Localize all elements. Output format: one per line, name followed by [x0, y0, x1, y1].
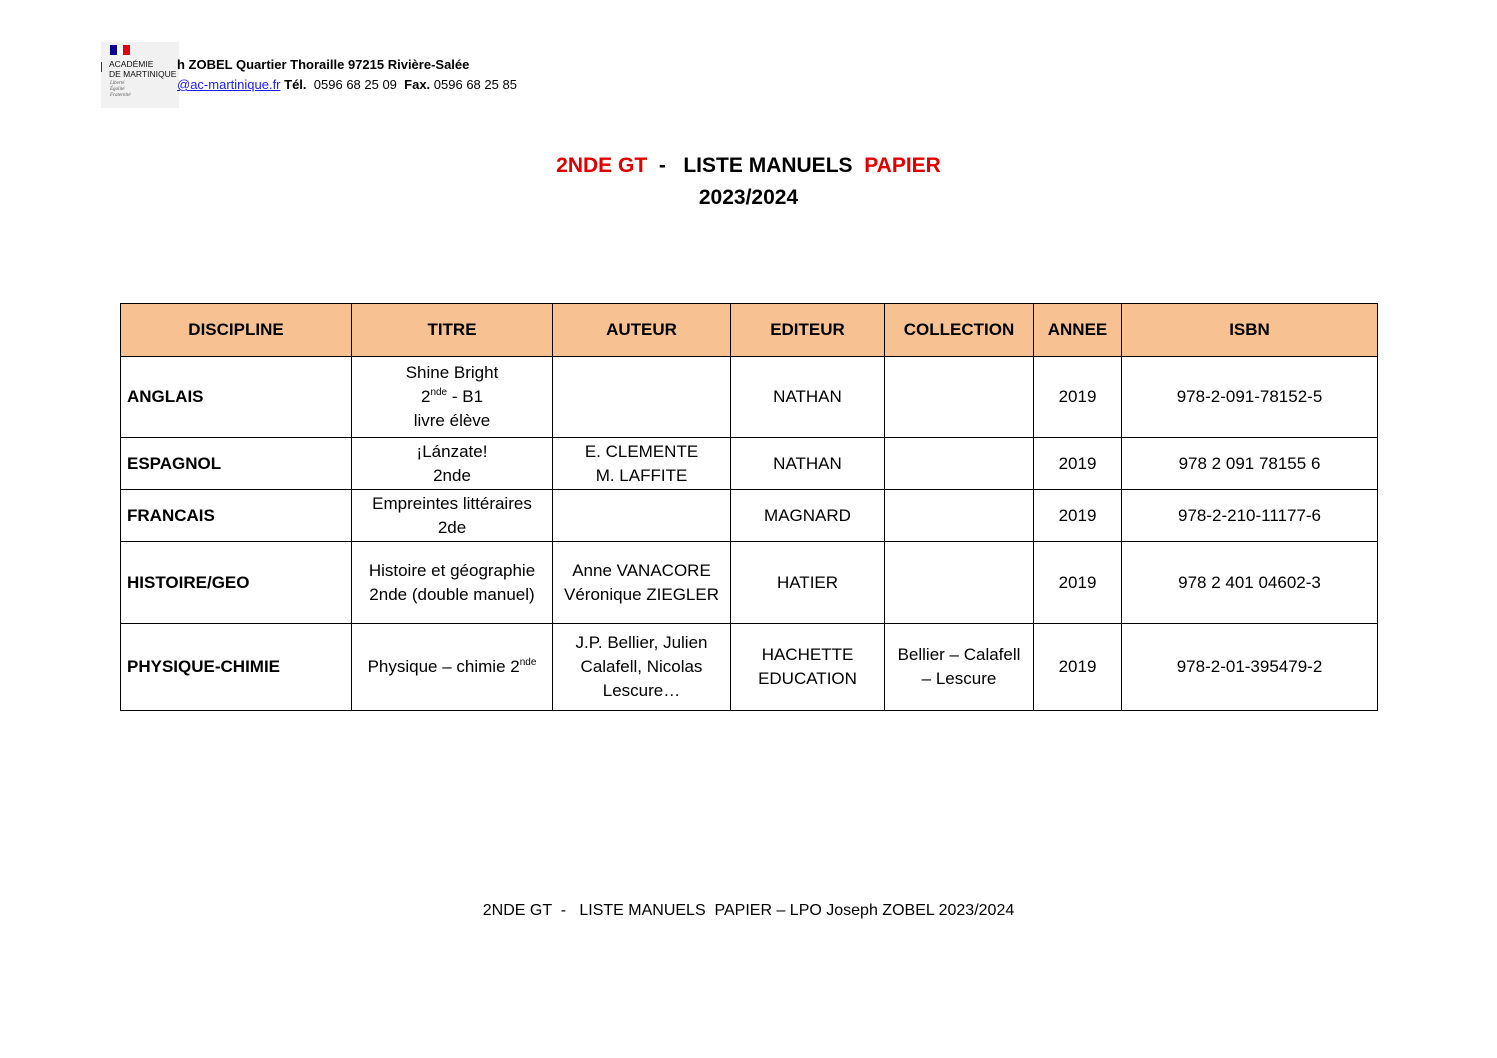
col-auteur: AUTEUR [553, 304, 731, 357]
cell-discipline: FRANCAIS [121, 490, 352, 542]
manuals-table [120, 303, 1378, 711]
fax-label: Fax. [404, 77, 431, 92]
cell-annee: 2019 [1034, 357, 1122, 438]
cell-editeur: MAGNARD [731, 490, 885, 542]
academie-logo [101, 42, 179, 108]
cell-collection [885, 490, 1034, 542]
cell-collection: Bellier – Calafell – Lescure [885, 624, 1034, 711]
school-address: h ZOBEL Quartier Thoraille 97215 Rivière-Salée [177, 57, 470, 72]
tel-label: Tél. [284, 77, 307, 92]
cell-auteur [553, 490, 731, 542]
cell-isbn: 978 2 401 04602-3 [1122, 542, 1378, 624]
table-header-row [121, 304, 1378, 357]
page-year: 2023/2024 [698, 186, 799, 209]
page-title: 2NDE GT - LISTE MANUELS PAPIER [556, 154, 941, 177]
col-isbn: ISBN [1122, 304, 1378, 357]
cell-editeur: NATHAN [731, 357, 885, 438]
cell-annee: 2019 [1034, 490, 1122, 542]
table-row [121, 438, 1378, 490]
cell-auteur: Anne VANACORE Véronique ZIEGLER [553, 542, 731, 624]
cell-collection [885, 542, 1034, 624]
logo-text: ACADÉMIE DE MARTINIQUE [109, 59, 177, 79]
cell-titre: Histoire et géographie 2nde (double manuel) [352, 542, 553, 624]
cell-collection [885, 438, 1034, 490]
logo-motto: Liberté Égalité Fraternité [110, 81, 131, 98]
contact-line [177, 77, 517, 92]
cell-editeur: HATIER [731, 542, 885, 624]
cell-discipline: ESPAGNOL [121, 438, 352, 490]
cell-isbn: 978-2-210-11177-6 [1122, 490, 1378, 542]
fax-number: 0596 68 25 85 [433, 77, 517, 92]
table-row [121, 490, 1378, 542]
cell-editeur: HACHETTE EDUCATION [731, 624, 885, 711]
cell-discipline: PHYSIQUE-CHIMIE [121, 624, 352, 711]
page-footer: 2NDE GT - LISTE MANUELS PAPIER – LPO Joseph ZOBEL 2023/2024 [482, 902, 1015, 919]
col-editeur: EDITEUR [731, 304, 885, 357]
cell-titre: ¡Lánzate! 2nde [352, 438, 553, 490]
table-row [121, 542, 1378, 624]
cell-auteur: E. CLEMENTE M. LAFFITE [553, 438, 731, 490]
col-titre: TITRE [352, 304, 553, 357]
cell-titre: Shine Bright 2nde - B1 livre élève [352, 357, 553, 438]
cell-editeur: NATHAN [731, 438, 885, 490]
cell-titre: Physique – chimie 2nde [352, 624, 553, 711]
col-annee: ANNEE [1034, 304, 1122, 357]
cell-auteur [553, 357, 731, 438]
cell-discipline: ANGLAIS [121, 357, 352, 438]
cell-isbn: 978 2 091 78155 6 [1122, 438, 1378, 490]
cell-isbn: 978-2-091-78152-5 [1122, 357, 1378, 438]
cell-annee: 2019 [1034, 542, 1122, 624]
cell-annee: 2019 [1034, 438, 1122, 490]
cell-titre: Empreintes littéraires 2de [352, 490, 553, 542]
table-row [121, 357, 1378, 438]
cell-collection [885, 357, 1034, 438]
col-discipline: DISCIPLINE [121, 304, 352, 357]
col-collection: COLLECTION [885, 304, 1034, 357]
cell-annee: 2019 [1034, 624, 1122, 711]
email-link[interactable]: @ac-martinique.fr [177, 77, 281, 92]
french-flag-icon [110, 45, 130, 55]
cell-auteur: J.P. Bellier, Julien Calafell, Nicolas Lescure… [553, 624, 731, 711]
tel-number: 0596 68 25 09 [313, 77, 397, 92]
table-row [121, 624, 1378, 711]
cell-discipline: HISTOIRE/GEO [121, 542, 352, 624]
cell-isbn: 978-2-01-395479-2 [1122, 624, 1378, 711]
